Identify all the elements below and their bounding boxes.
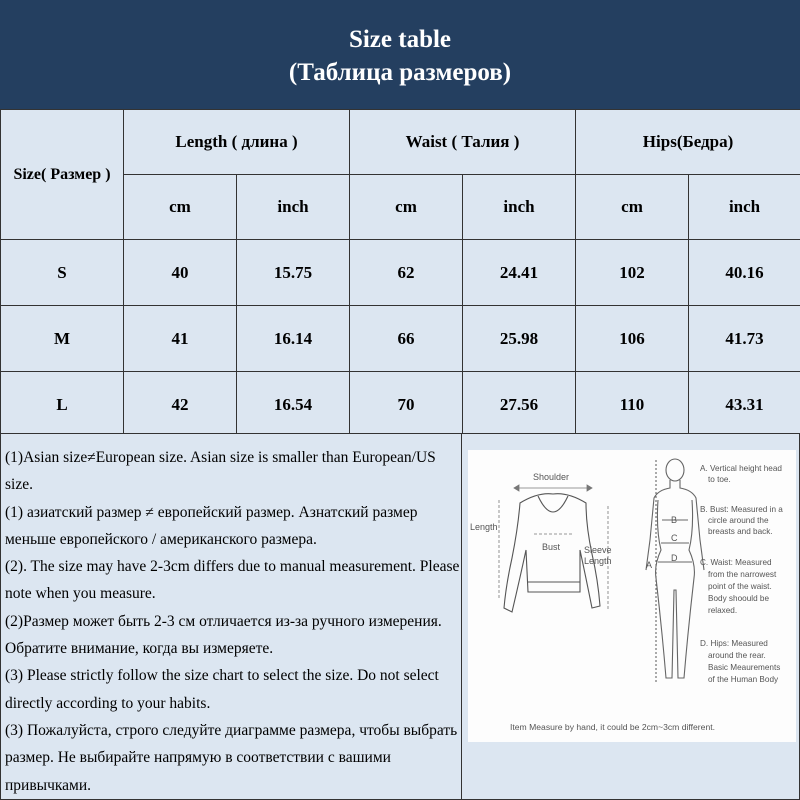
table-row bbox=[1, 372, 800, 438]
length-label: Length bbox=[470, 522, 498, 532]
shoulder-label: Shoulder bbox=[533, 472, 570, 482]
sleeve-length-label: Length bbox=[584, 556, 612, 566]
note-item: (1)Asian size≠European size. Asian size is smaller than European/US size. bbox=[5, 449, 436, 494]
human-body-icon bbox=[646, 459, 704, 682]
note-item: (2)Размер может быть 2-3 см отличается из-за ручного измерения. Обратите внимание, когда вы измеряете. bbox=[5, 612, 442, 658]
size-column-header: Size( Размер ) bbox=[1, 110, 124, 240]
length-group-header: Length ( длина ) bbox=[124, 110, 350, 175]
legend-b: B. Bust: Measured in a circle around the breasts and back. bbox=[700, 505, 783, 536]
letter-d: D bbox=[671, 553, 678, 563]
hips-group-header: Hips(Бедра) bbox=[576, 110, 800, 175]
value-cell: 42 bbox=[124, 372, 237, 438]
note-item: (1) азиатский размер ≠ европейский размер. Азнатский размер меньше европейского / американского размера. bbox=[5, 503, 418, 548]
value-cell: 41.73 bbox=[689, 306, 800, 372]
size-cell: S bbox=[1, 240, 124, 306]
value-cell: 41 bbox=[124, 306, 237, 372]
unit-header: cm bbox=[124, 175, 237, 240]
sleeve-label: Sleeve bbox=[584, 545, 612, 555]
value-cell: 66 bbox=[350, 306, 463, 372]
legend-d: D. Hips: Measured around the rear. Basic Meaurements of the Human Body bbox=[700, 639, 781, 684]
letter-b: B bbox=[671, 515, 678, 525]
value-cell: 24.41 bbox=[463, 240, 576, 306]
size-cell: L bbox=[1, 372, 124, 438]
value-cell: 43.31 bbox=[689, 372, 800, 438]
unit-header: inch bbox=[689, 175, 800, 240]
unit-header: cm bbox=[350, 175, 463, 240]
value-cell: 106 bbox=[576, 306, 689, 372]
waist-group-header: Waist ( Талия ) bbox=[350, 110, 576, 175]
diagram-footer: Item Measure by hand, it could be 2cm~3cm different. bbox=[510, 722, 716, 732]
title-line-2: (Таблица размеров) bbox=[288, 59, 512, 86]
title-banner bbox=[0, 0, 800, 109]
bust-label: Bust bbox=[542, 542, 561, 552]
note-item: (3) Please strictly follow the size chart to select the size. Do not select directly according to your habits. bbox=[5, 667, 439, 712]
notes-panel bbox=[0, 433, 462, 800]
measurement-diagram bbox=[468, 450, 796, 742]
table-row bbox=[1, 240, 800, 306]
letter-c: C bbox=[671, 533, 678, 543]
note-item: (3) Пожалуйста, строго следуйте диаграмме размера, чтобы выбрать размер. Не выбирайте напрямую в соответствии с вашими привычками. bbox=[5, 721, 458, 794]
note-item: (2). The size may have 2-3cm differs due to manual measurement. Please note when you measure. bbox=[5, 558, 460, 603]
unit-header: inch bbox=[237, 175, 350, 240]
table-row bbox=[1, 306, 800, 372]
unit-header: inch bbox=[463, 175, 576, 240]
title-line-1: Size table bbox=[348, 26, 452, 53]
value-cell: 16.14 bbox=[237, 306, 350, 372]
value-cell: 70 bbox=[350, 372, 463, 438]
value-cell: 102 bbox=[576, 240, 689, 306]
value-cell: 25.98 bbox=[463, 306, 576, 372]
size-cell: M bbox=[1, 306, 124, 372]
value-cell: 27.56 bbox=[463, 372, 576, 438]
value-cell: 110 bbox=[576, 372, 689, 438]
value-cell: 40.16 bbox=[689, 240, 800, 306]
legend-c: C. Waist: Measured from the narrowest point of the waist. Body shoould be relaxed. bbox=[700, 558, 777, 615]
value-cell: 62 bbox=[350, 240, 463, 306]
value-cell: 16.54 bbox=[237, 372, 350, 438]
value-cell: 15.75 bbox=[237, 240, 350, 306]
value-cell: 40 bbox=[124, 240, 237, 306]
table-header-row bbox=[1, 110, 800, 175]
legend-a: A. Vertical height head to toe. bbox=[700, 464, 782, 484]
unit-header: cm bbox=[576, 175, 689, 240]
size-table bbox=[0, 109, 800, 438]
letter-a: A bbox=[646, 560, 653, 570]
